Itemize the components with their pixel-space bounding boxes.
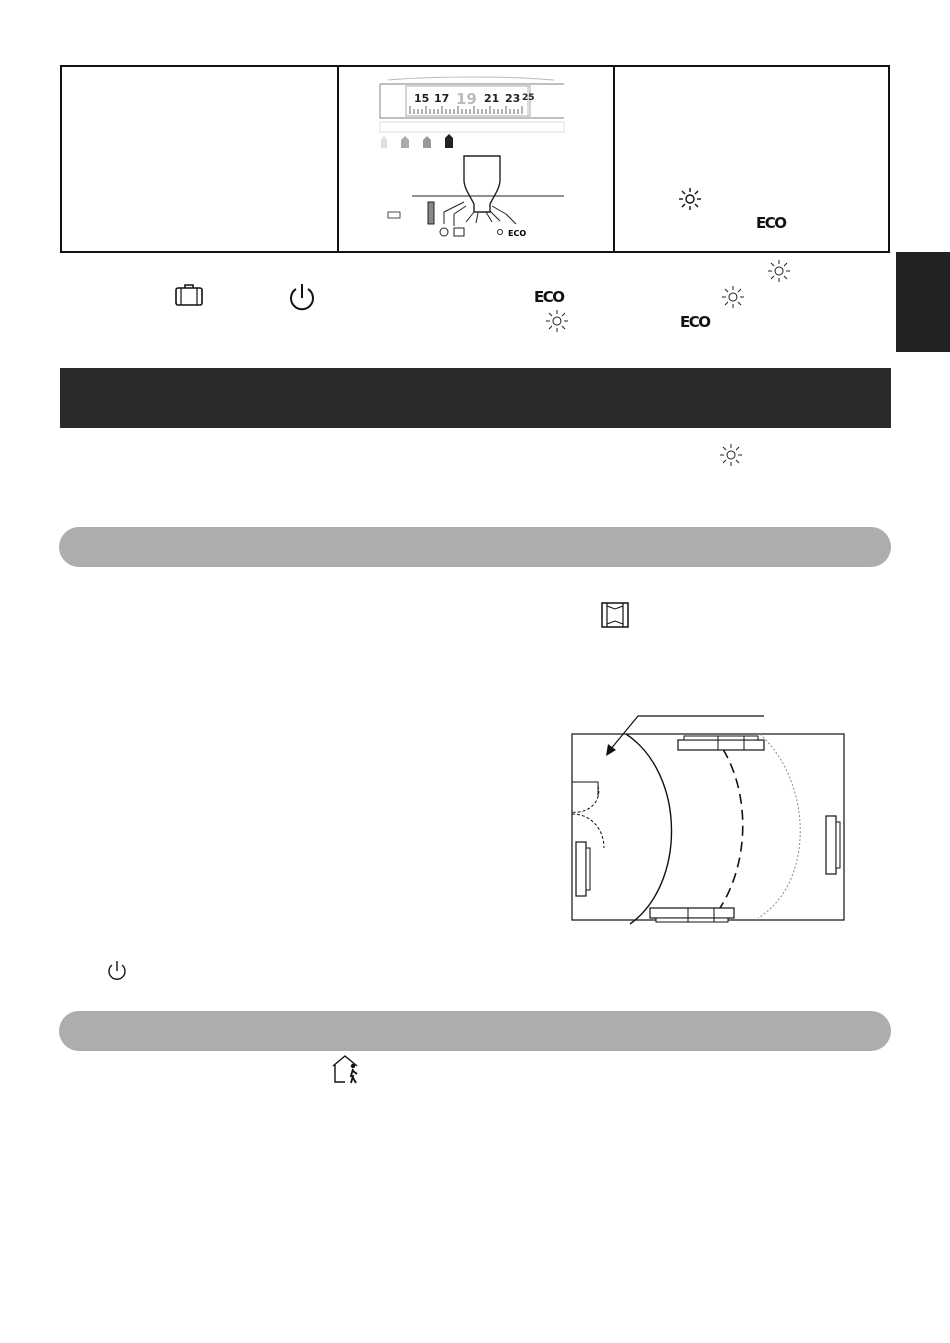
power-icon bbox=[287, 282, 317, 314]
house-person-icon bbox=[331, 1054, 361, 1084]
subsection-bar-window bbox=[59, 527, 891, 567]
scale-number: 17 bbox=[434, 92, 450, 105]
window-icon bbox=[601, 602, 629, 628]
section-tab-marker bbox=[896, 252, 950, 352]
eco-icon: ECO bbox=[756, 214, 786, 232]
eco-icon: ECO bbox=[680, 313, 710, 331]
eco-icon: ECO bbox=[534, 288, 564, 306]
panel-divider bbox=[613, 67, 615, 251]
scale-number-dim: 19 bbox=[456, 90, 477, 108]
scale-number: 23 bbox=[505, 92, 521, 105]
scale-number: 21 bbox=[484, 92, 500, 105]
thermostat-dial-illustration bbox=[378, 78, 568, 248]
sun-icon bbox=[675, 184, 705, 214]
power-icon bbox=[106, 960, 128, 984]
section-heading-banner bbox=[60, 368, 891, 428]
sun-icon bbox=[716, 440, 746, 470]
subsection-bar-presence bbox=[59, 1011, 891, 1051]
room-plan-diagram bbox=[568, 714, 848, 926]
sun-icon bbox=[764, 256, 794, 286]
scale-number: 25 bbox=[522, 93, 535, 103]
indicator-lights bbox=[381, 134, 453, 148]
panel-divider bbox=[337, 67, 339, 251]
sun-icon bbox=[718, 282, 748, 312]
suitcase-icon bbox=[175, 284, 203, 306]
eco-small-label: ECO bbox=[508, 229, 527, 238]
sun-icon bbox=[542, 306, 572, 336]
scale-number: 15 bbox=[414, 92, 430, 105]
